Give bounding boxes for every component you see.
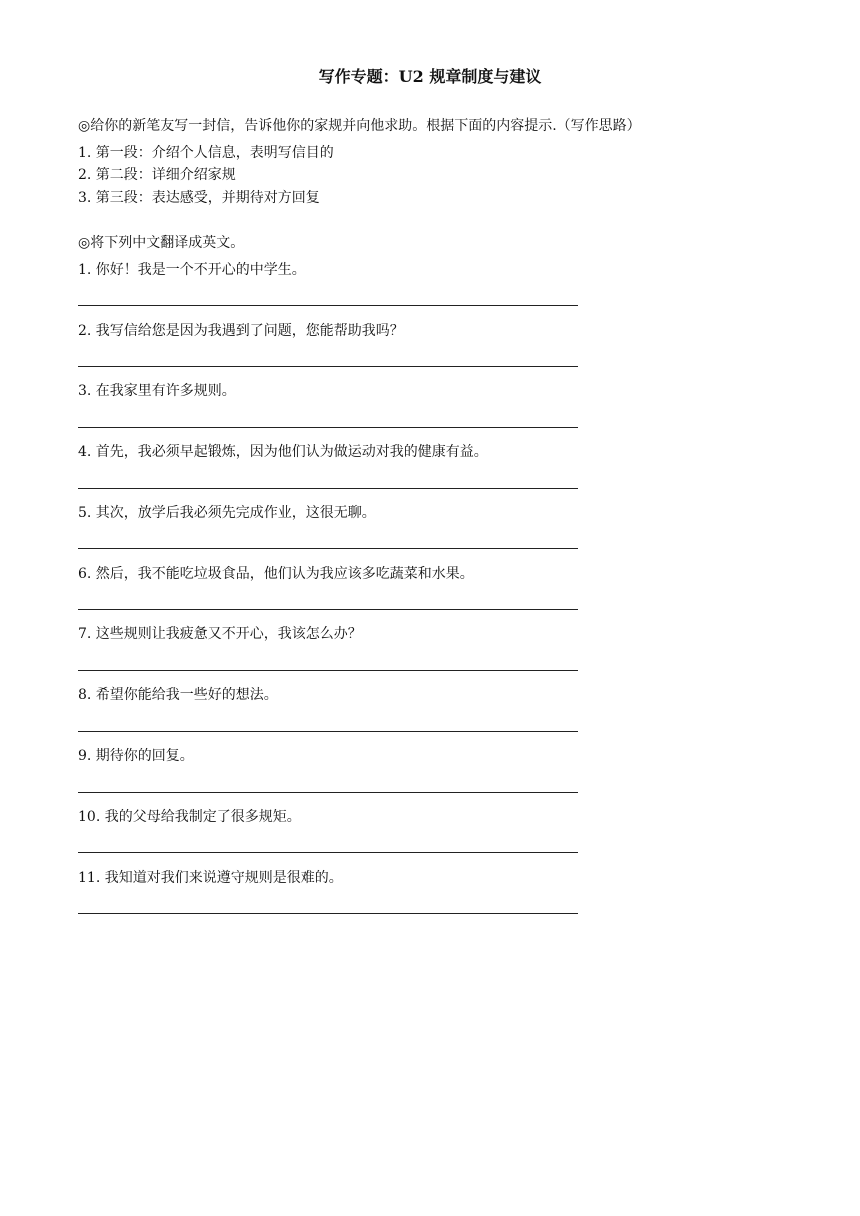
answer-line-8[interactable] <box>78 731 578 732</box>
translation-item-9: 9. 期待你的回复。 <box>78 748 194 764</box>
answer-line-2[interactable] <box>78 366 578 367</box>
translation-item-7: 7. 这些规则让我疲惫又不开心，我该怎么办？ <box>78 626 362 642</box>
translation-item-2: 2. 我写信给您是因为我遇到了问题，您能帮助我吗？ <box>78 323 404 339</box>
translation-item-4: 4. 首先，我必须早起锻炼，因为他们认为做运动对我的健康有益。 <box>78 444 488 460</box>
translation-item-3: 3. 在我家里有许多规则。 <box>78 383 236 399</box>
answer-line-4[interactable] <box>78 488 578 489</box>
answer-line-3[interactable] <box>78 427 578 428</box>
translation-item-11: 11. 我知道对我们来说遵守规则是很难的。 <box>78 870 343 886</box>
translation-item-1: 1. 你好！我是一个不开心的中学生。 <box>78 262 306 278</box>
outline-step-1: 1. 第一段：介绍个人信息，表明写信目的 <box>78 145 334 161</box>
answer-line-5[interactable] <box>78 548 578 549</box>
translation-item-10: 10. 我的父母给我制定了很多规矩。 <box>78 809 301 825</box>
translation-item-6: 6. 然后，我不能吃垃圾食品，他们认为我应该多吃蔬菜和水果。 <box>78 566 474 582</box>
answer-line-1[interactable] <box>78 305 578 306</box>
answer-line-6[interactable] <box>78 609 578 610</box>
translation-item-8: 8. 希望你能给我一些好的想法。 <box>78 687 278 703</box>
answer-line-9[interactable] <box>78 792 578 793</box>
translation-item-5: 5. 其次，放学后我必须先完成作业，这很无聊。 <box>78 505 376 521</box>
translation-heading: ◎将下列中文翻译成英文。 <box>78 235 245 251</box>
answer-line-7[interactable] <box>78 670 578 671</box>
outline-step-3: 3. 第三段：表达感受，并期待对方回复 <box>78 190 320 206</box>
page-title: 写作专题：U2 规章制度与建议 <box>318 67 542 86</box>
answer-line-11[interactable] <box>78 913 578 914</box>
outline-step-2: 2. 第二段：详细介绍家规 <box>78 167 236 183</box>
writing-prompt: ◎给你的新笔友写一封信，告诉他你的家规并向他求助。根据下面的内容提示.（写作思路） <box>78 118 641 134</box>
answer-line-10[interactable] <box>78 852 578 853</box>
